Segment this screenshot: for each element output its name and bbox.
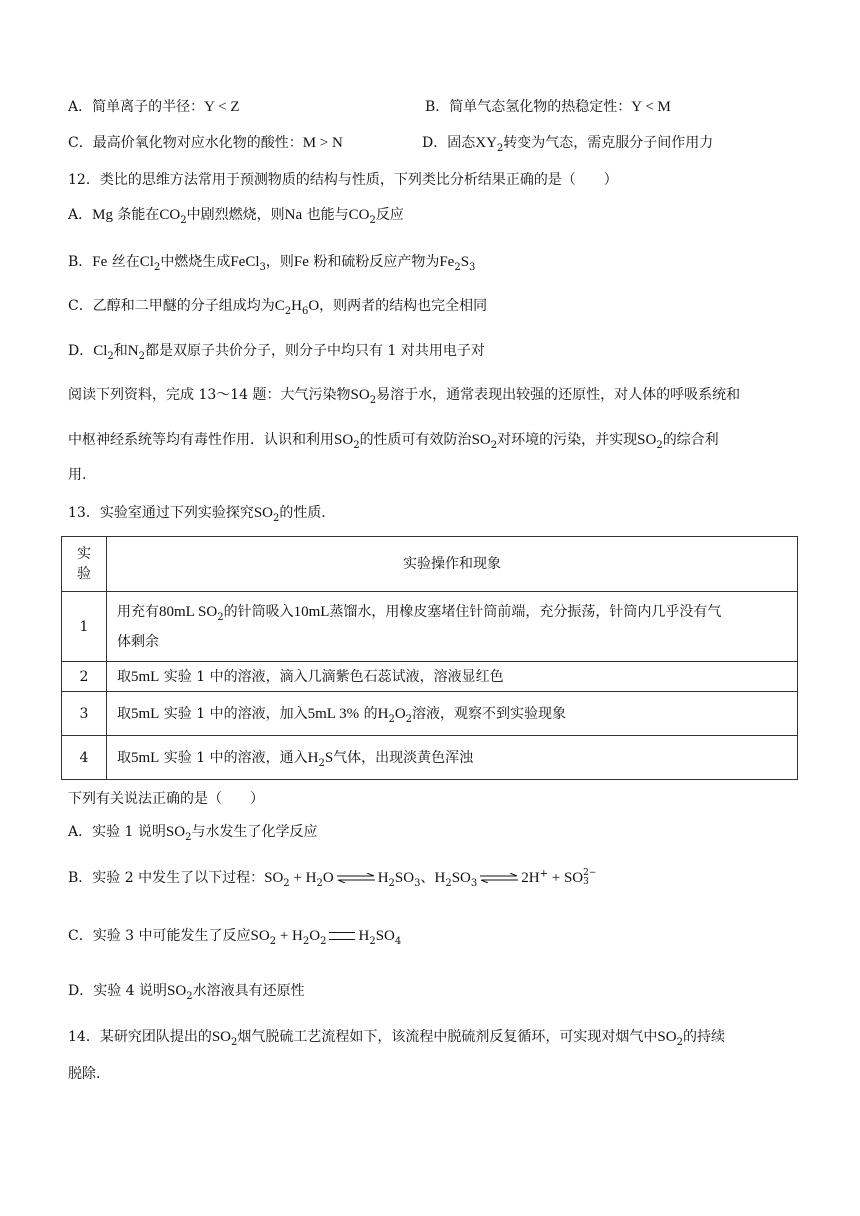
- q14-line-1: 14．某研究团队提出的$SO_2$烟气脱硫工艺流程如下，该流程中脱硫剂反复循环，可实现对烟气中$SO_2$的持续: [68, 1029, 725, 1048]
- table-row: 2 取5mL 实验 1 中的溶液，滴入几滴紫色石蕊试液，溶液显红色: [62, 662, 798, 692]
- reading-line-2: 中枢神经系统等均有毒性作用．认识和利用$SO_2$的性质可有效防治$SO_2$对环境的污染，并实现$SO_2$的综合利: [68, 432, 719, 451]
- q13-option-a: A．实验 1 说明$SO_2$与水发生了化学反应: [68, 824, 318, 843]
- q12-option-b: B．Fe 丝在$Cl_2$中燃烧生成FeCl$_3$，则Fe 粉和硫粉反应产物为$Fe_2S_3$: [68, 254, 476, 273]
- experiment-table: [61, 536, 798, 780]
- q13-option-d: D．实验 4 说明$SO_2$水溶液具有还原性: [68, 983, 305, 1002]
- table-row: 3 取5mL 实验 1 中的溶液，加入5mL 3% 的$H_2O_2$溶液，观察不到实验现象: [62, 692, 798, 736]
- header-operation: 实验操作和现象: [107, 537, 798, 592]
- q12-option-d: D．$Cl_2$和$N_2$都是双原子共价分子，则分子中均只有 1 对共用电子对: [68, 343, 485, 362]
- q11-option-c: C．最高价氧化物对应水化物的酸性：M > N: [68, 135, 343, 151]
- q12-option-c: C．乙醇和二甲醚的分子组成均为$C_2H_6O$，则两者的结构也完全相同: [68, 298, 488, 317]
- reading-line-3: 用．: [68, 467, 96, 483]
- table-row: 4 取5mL 实验 1 中的溶液，通入$H_2S$气体，出现淡黄色浑浊: [62, 736, 798, 780]
- equals-sign-icon: [329, 932, 355, 940]
- reversible-arrow-icon: [479, 873, 519, 883]
- q13-ask: 下列有关说法正确的是（ ）: [68, 791, 264, 807]
- q13-stem: 13．实验室通过下列实验探究$SO_2$的性质．: [68, 505, 336, 524]
- table-row: 1 用充有80mL $SO_2$的针筒吸入10mL蒸馏水，用橡皮塞堵住针筒前端，充分振荡，针筒内几乎没有气 体剩余: [62, 592, 798, 662]
- q11-option-a: A．简单离子的半径：Y < Z: [68, 99, 240, 115]
- reversible-arrow-icon: [336, 873, 376, 883]
- reading-line-1: 阅读下列资料，完成 13～14 题：大气污染物$SO_2$易溶于水，通常表现出较强的还原性，对人体的呼吸系统和: [68, 387, 741, 406]
- q11-option-b: B．简单气态氢化物的热稳定性：Y < M: [425, 99, 671, 115]
- q14-line-2: 脱除．: [68, 1066, 110, 1082]
- table-header-row: [62, 537, 798, 592]
- q11-option-d: D．固态$XY_2$转变为气态，需克服分子间作用力: [422, 135, 714, 154]
- q13-option-b: B．实验 2 中发生了以下过程：$SO_2 + H_2O$ $H_2SO_3$、$H_2SO_3$ 2H+ + SO 2− 3: [68, 868, 597, 889]
- header-experiment: 实 验: [62, 537, 107, 592]
- q12-stem: 12．类比的思维方法常用于预测物质的结构与性质，下列类比分析结果正确的是（ ）: [68, 172, 618, 188]
- q13-option-c: C．实验 3 中可能发生了反应$SO_2 + H_2O_2$ $H_2SO_4$: [68, 928, 402, 947]
- q12-option-a: A．Mg 条能在$CO_2$中剧烈燃烧，则Na 也能与$CO_2$反应: [68, 207, 404, 226]
